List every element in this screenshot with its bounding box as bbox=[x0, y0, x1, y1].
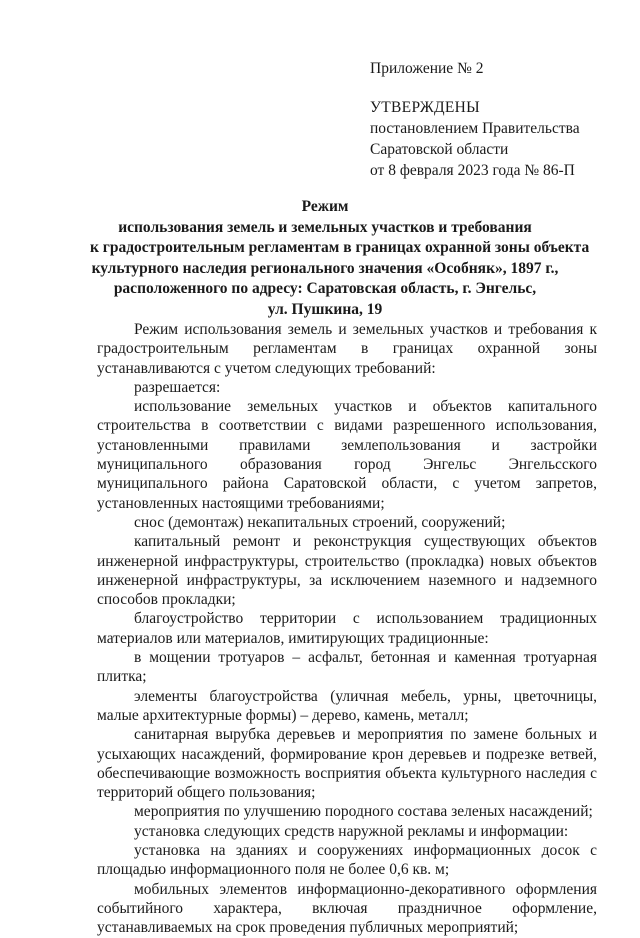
paragraph: благоустройство территории с использованием традиционных материалов или материалов, имитирующих традиционные: bbox=[97, 610, 597, 647]
paragraph: элементы благоустройства (уличная мебель, урны, цветочницы, малые архитектурные формы) – дерево, камень, металл; bbox=[97, 687, 597, 724]
title-line-6: ул. Пушкина, 19 bbox=[267, 300, 383, 318]
paragraph: капитальный ремонт и реконструкция существующих объектов инженерной инфраструктуры, строительство (прокладка) новых объектов инженерной инфраструктуры, за исключением наземного и надземного способов прокладки; bbox=[97, 533, 597, 609]
paragraph: мероприятия по улучшению породного состава зеленых насаждений; bbox=[134, 803, 593, 821]
paragraph: в мощении тротуаров – асфальт, бетонная и каменная тротуарная плитка; bbox=[97, 649, 597, 686]
approval-line-1: постановлением Правительства bbox=[370, 120, 580, 137]
title-line-4: культурного наследия регионального значения «Особняк», 1897 г., bbox=[91, 259, 559, 277]
paragraph: снос (демонтаж) некапитальных строений, сооружений; bbox=[134, 513, 506, 531]
title-line-5: расположенного по адресу: Саратовская область, г. Энгельс, bbox=[113, 280, 537, 298]
title-line-3: к градостроительным регламентам в границах охранной зоны объекта bbox=[90, 239, 590, 257]
approval-line-3: от 8 февраля 2023 года № 86-П bbox=[370, 162, 575, 179]
document-body bbox=[97, 320, 597, 938]
paragraph: санитарная вырубка деревьев и мероприятия по замене больных и усыхающих насаждений, формирование крон деревьев и подрезке ветвей, обеспечивающие возможность восприятия объекта культурного наследия с территорий общего пользования; bbox=[97, 726, 597, 802]
paragraph: Режим использования земель и земельных участков и требования к градостроительным регламентам в границах охранной зоны устанавливаются с учетом следующих требований: bbox=[97, 321, 597, 377]
approval-line-2: Саратовской области bbox=[370, 141, 509, 158]
paragraph: мобильных элементов информационно-декоративного оформления событийного характера, включая праздничное оформление, устанавливаемых на срок проведения публичных мероприятий; bbox=[97, 880, 597, 937]
approval-block bbox=[370, 58, 620, 181]
title-line-2: использования земель и земельных участков и требования bbox=[118, 218, 532, 236]
document-title bbox=[90, 197, 590, 321]
title-line-1: Режим bbox=[301, 198, 349, 215]
paragraph: использование земельных участков и объектов капитального строительства в соответствии с видами разрешенного использования, установленными правилами землепользования и застройки муниципального образования город Энгельс Энгельсского муниципального района Саратовской области, с учетом запретов, установленных настоящими требованиями; bbox=[97, 398, 597, 512]
approved-heading: УТВЕРЖДЕНЫ bbox=[370, 99, 480, 116]
paragraph: установка следующих средств наружной рекламы и информации: bbox=[134, 822, 569, 840]
paragraph: установка на зданиях и сооружениях информационных досок с площадью информационного поля не более 0,6 кв. м; bbox=[97, 842, 597, 879]
paragraph: разрешается: bbox=[134, 378, 221, 396]
annex-number: Приложение № 2 bbox=[370, 60, 484, 77]
